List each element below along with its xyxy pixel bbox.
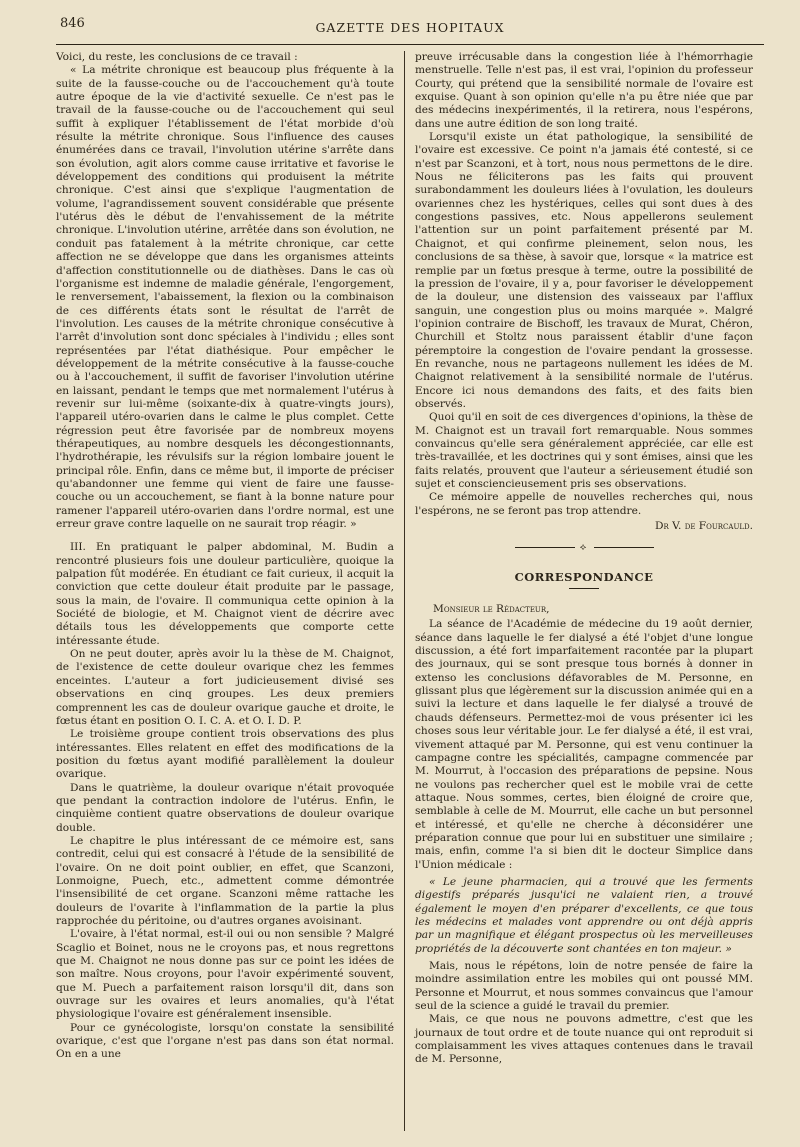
title-rule xyxy=(569,588,599,589)
article-paragraph: On ne peut douter, après avoir lu la thèse de M. Chaignot, de l'existence de cette douleur ovarique chez les femmes enceintes. L'auteur a fort judicieusement divisé ses observations en cinq groupes. Les deux premiers comprennent les cas de douleur ovarique gauche et droite, le fœtus étant en position O. I. C. A. et O. I. D. P. xyxy=(56,648,394,727)
article-columns xyxy=(56,51,764,1131)
salutation: Monsieur le Rédacteur, xyxy=(433,603,550,616)
page-number: 846 xyxy=(60,16,85,31)
article-paragraph: Pour ce gynécologiste, lorsqu'on constate la sensibilité ovarique, c'est que l'organe n'est pas dans son état normal. On en a une xyxy=(56,1021,394,1061)
section-divider xyxy=(415,541,753,554)
section-title: CORRESPONDANCE xyxy=(514,569,654,584)
article-paragraph: Quoi qu'il en soit de ces divergences d'opinions, la thèse de M. Chaignot est un travail fort remarquable. Nous sommes convaincus qu'elle sera généralement appréciée, car elle est très-travaillée, et les doctrines qui y sont émises, ainsi que les faits relatés, prouvent que l'auteur a sérieusement étudié son sujet et consciencieusement pris ses observations. xyxy=(415,411,753,490)
letter-paragraph: La séance de l'Académie de médecine du 19 août dernier, séance dans laquelle le fer dialysé a été l'objet d'une longue discussion, a été fort imparfaitement racontée par la plupart des journaux, qui se sont presque tous bornés à donner in extenso les conclusions défavorables de M. Personne, en glissant plus que légèrement sur la discussion animée qui en a suivi la lecture et dans laquelle le fer dialysé a trouvé de chauds défenseurs. Permettez-moi de vous présenter ici les choses sous leur véritable jour. Le fer dialysé a été, il est vrai, vivement attaqué par M. Personne, qui est venu continuer la campagne contre les spécialités, campagne commencée par M. Mourrut, à l'occasion des préparations de pepsine. Nous ne voulons pas rechercher quel est le mobile vrai de cette attaque. Nous sommes, certes, bien éloigné de croire que, semblable à celle de M. Mourrut, elle cache un but personnel et intéressé, et qu'elle ne cherche à déconsidérer une préparation connue que pour lui en substituer une similaire ; mais, enfin, comme l'a si bien dit le docteur Simplice dans l'Union médicale : xyxy=(415,618,753,871)
article-paragraph: preuve irrécusable dans la congestion liée à l'hémorrhagie menstruelle. Telle n'est pas, il est vrai, l'opinion du professeur Courty, qui prétend que la sensibilité normale de l'ovaire est exquise. Quant à son opinion qu'elle n'a pu être niée que par des médecins inexpérimentés, il la retirera, nous l'espérons, dans une autre édition de son long traité. xyxy=(415,51,753,130)
article-paragraph: Voici, du reste, les conclusions de ce travail : xyxy=(56,51,298,63)
article-paragraph: III. En pratiquant le palper abdominal, M. Budin a rencontré plusieurs fois une douleur particulière, quoique la palpation fût modérée. En étudiant ce fait curieux, il acquit la conviction que cette douleur était produite par le passage, sous la main, de l'ovaire. Il communiqua cette opinion à la Société de biologie, et M. Chaignot vient de décrire avec détails tous les développements que comporte cette intéressante étude. xyxy=(56,541,394,647)
article-paragraph: Ce mémoire appelle de nouvelles recherches qui, nous l'espérons, ne se feront pas trop attendre. xyxy=(415,491,753,517)
letter-paragraph: Mais, nous le répétons, loin de notre pensée de faire la moindre assimilation entre les mobiles qui ont poussé MM. Personne et Mourrut, et nous sommes convaincus que l'amour seul de la science a guidé le travail du premier. xyxy=(415,960,753,1013)
letter-paragraph: Mais, ce que nous ne pouvons admettre, c'est que les journaux de tout ordre et de toute nuance qui ont reproduit si complaisamment les vives attaques contenues dans le travail de M. Personne, xyxy=(415,1013,753,1066)
left-column xyxy=(56,51,404,1131)
author-signature: Dr V. de Fourcauld. xyxy=(655,520,753,533)
article-paragraph: Le chapitre le plus intéressant de ce mémoire est, sans contredit, celui qui est consacré à l'étude de la sensibilité de l'ovaire. On ne doit point oublier, en effet, que Scanzoni, Lonmoigne, Puech, etc., admettent comme démontrée l'insensibilité de cet organe. Scanzoni même rattache les douleurs de l'ovarite à l'inflammation de la partie la plus rapprochée du péritoine, ou d'autres organes avoisinant. xyxy=(56,834,394,927)
divider-ornament: ⟡ xyxy=(579,542,589,554)
article-paragraph: Dans le quatrième, la douleur ovarique n'était provoquée que pendant la contraction indolore de l'utérus. Enfin, le cinquième contient quatre observations de douleur ovarique double. xyxy=(56,781,394,834)
journal-title: GAZETTE DES HOPITAUX xyxy=(315,20,505,35)
divider-rule xyxy=(515,547,575,548)
article-paragraph: « La métrite chronique est beaucoup plus fréquente à la suite de la fausse-couche ou de l'accouchement qu'à toute autre époque de la vie d'activité sexuelle. Ce n'est pas le travail de la fausse-couche ou de l'accouchement qui seul suffit à expliquer l'établissement de l'état morbide d'où résulte la métrite chronique. Sous l'influence des causes énumérées dans ce travail, l'involution utérine s'arrête dans son évolution, agit alors comme cause irritative et favorise le développement des conditions qui produisent la métrite chronique. C'est ainsi que s'explique l'augmentation de volume, l'agrandissement souvent considérable que présente l'utérus dès le début de l'envahissement de la métrite chronique. L'involution utérine, arrêtée dans son évolution, ne conduit pas fatalement à la métrite chronique, car cette affection ne se développe que dans les organismes atteints d'affection constitutionnelle ou de diathèses. Dans le cas où l'organisme est indemne de maladie générale, l'engorgement, le renversement, l'abaissement, la flexion ou la combinaison de ces différents états sont le résultat de l'arrêt de l'involution. Les causes de la métrite chronique consécutive à l'arrêt d'involution sont donc spéciales à l'individu ; elles sont représentées par l'état diathésique. Pour empêcher le développement de la métrite consécutive à la fausse-couche ou à l'accouchement, il suffit de favoriser l'involution utérine en laissant, pendant le temps que met normalement l'utérus à revenir sur lui-même (soixante-dix à quatre-vingts jours), l'appareil utéro-ovarien dans le calme le plus complet. Cette régression peut être favorisée par de nombreux moyens thérapeutiques, au nombre desquels les décongestionnants, l'hydrothérapie, les révulsifs sur la région lombaire jouent le principal rôle. Enfin, dans ce même but, il importe de préciser qu'abandonner une femme qui vient de faire une fausse-couche ou un accouchement, se fiant à la bonne nature pour ramener l'appareil utéro-ovarien dans l'ordre normal, est une erreur grave contre laquelle on ne saurait trop réagir. » xyxy=(56,64,394,531)
divider-rule xyxy=(594,547,654,548)
article-paragraph: L'ovaire, à l'état normal, est-il oui ou non sensible ? Malgré Scaglio et Boinet, nous ne le croyons pas, et nous regrettons que M. Chaignot ne nous donne pas sur ce point les idées de son maître. Nous croyons, pour l'avoir expérimenté souvent, que M. Puech a parfaitement raison lorsqu'il dit, dans son ouvrage sur les ovaires et leurs anomalies, qu'à l'état physiologique l'ovaire est généralement insensible. xyxy=(56,928,394,1021)
article-paragraph: Le troisième groupe contient trois observations des plus intéressantes. Elles relatent en effet des modifications de la position du fœtus ayant modifié parallèlement la douleur ovarique. xyxy=(56,728,394,781)
quoted-citation: « Le jeune pharmacien, qui a trouvé que les ferments digestifs préparés jusqu'ici ne valaient rien, a trouvé également le moyen d'en préparer d'excellents, ce que tous les médecins et malades vont apprendre ou ont déjà appris par un magnifique et élégant prospectus où les merveilleuses propriétés de la découverte sont chantées en ton majeur. » xyxy=(415,875,753,955)
article-paragraph: Lorsqu'il existe un état pathologique, la sensibilité de l'ovaire est excessive. Ce point n'a jamais été contesté, si ce n'est par Scanzoni, et à tort, nous nous permettons de le dire. Nous ne féliciterons pas les faits qui prouvent surabondamment les douleurs liées à l'ovulation, les douleurs ovariennes chez les hystériques, celles qui sont dues à des congestions passives, etc. Nous appellerons seulement l'attention sur un point parfaitement présenté par M. Chaignot, et qui confirme pleinement, selon nous, les conclusions de sa thèse, à savoir que, lorsque « la matrice est remplie par un fœtus presque à terme, outre la possibilité de la pression de l'ovaire, il y a, pour favoriser le développement de la douleur, une distension des vaisseaux par l'afflux sanguin, une congestion plus ou moins marquée ». Malgré l'opinion contraire de Bischoff, les travaux de Murat, Chéron, Churchill et Stoltz nous paraissent établir d'une façon péremptoire la congestion de l'ovaire pendant la grossesse. En revanche, nous ne partageons nullement les idées de M. Chaignot relativement à la sensibilité normale de l'utérus. Encore ici nous demandons des faits, et des faits bien observés. xyxy=(415,131,753,410)
page-header xyxy=(56,10,764,45)
right-column xyxy=(404,51,753,1131)
